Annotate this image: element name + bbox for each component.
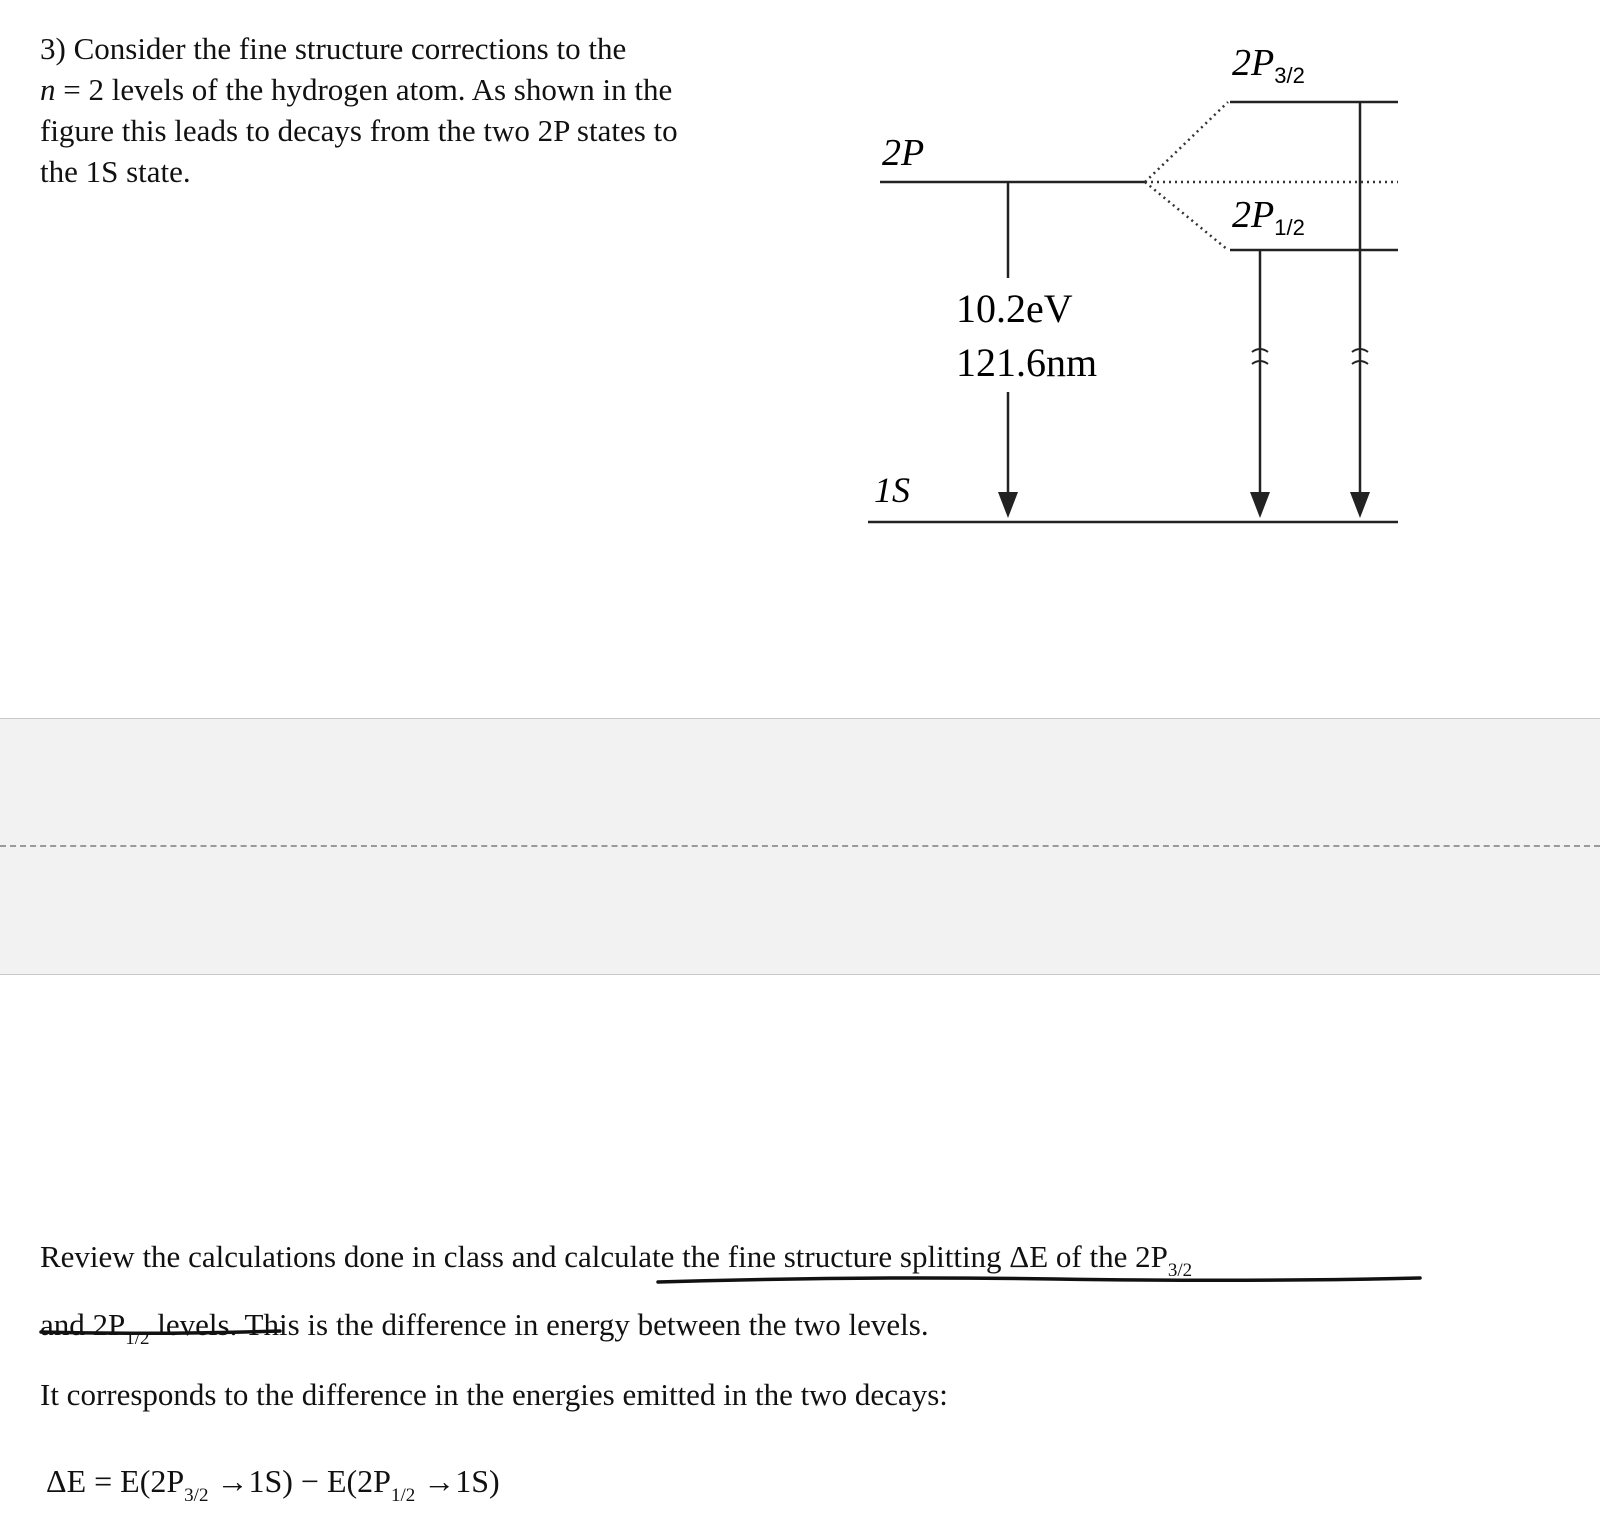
problem-line-1: 3) Consider the fine structure corrections to the	[40, 31, 627, 66]
handwritten-underline-1	[655, 1270, 1425, 1290]
label-energy: 10.2eV	[956, 286, 1073, 331]
label-2p: 2P	[882, 132, 925, 174]
page-break-dashed-line	[0, 845, 1600, 847]
arrow-2p12-head	[1250, 492, 1270, 518]
answer-gap-band	[0, 718, 1600, 975]
split-dotted-down	[1145, 182, 1228, 250]
problem-statement	[40, 28, 800, 192]
label-wavelength: 121.6nm	[956, 340, 1098, 385]
handwritten-underline-2	[38, 1322, 288, 1340]
split-dotted-up	[1145, 102, 1228, 182]
label-1s: 1S	[874, 470, 910, 510]
review-line-2: and $2P_{1/2}$ levels. This is the difference in energy between the two levels.	[40, 1307, 929, 1349]
decays-statement: It corresponds to the difference in the energies emitted in the two decays:	[40, 1377, 948, 1412]
arrow-main-head	[998, 492, 1018, 518]
delta-e-equation: $\Delta E = E(2P_{3/2} \to 1S) - E(2P_{1/2} \to 1S)$	[46, 1463, 500, 1506]
problem-line-2: n = 2 levels of the hydrogen atom. As shown in the	[40, 72, 673, 107]
review-instruction	[40, 1230, 1560, 1366]
problem-number: 3)	[40, 31, 66, 66]
arrow-2p32-head	[1350, 492, 1370, 518]
problem-line-3: figure this leads to decays from the two 2P states to	[40, 113, 678, 148]
problem-line-4: the 1S state.	[40, 154, 191, 189]
energy-level-diagram	[860, 30, 1400, 550]
review-line-1: Review the calculations done in class and calculate the fine structure splitting ΔE of the $2P_{3/2}$	[40, 1239, 1193, 1281]
label-2p32: $2P_{3/2}$	[1232, 42, 1305, 88]
label-2p12: $2P_{1/2}$	[1232, 194, 1305, 240]
